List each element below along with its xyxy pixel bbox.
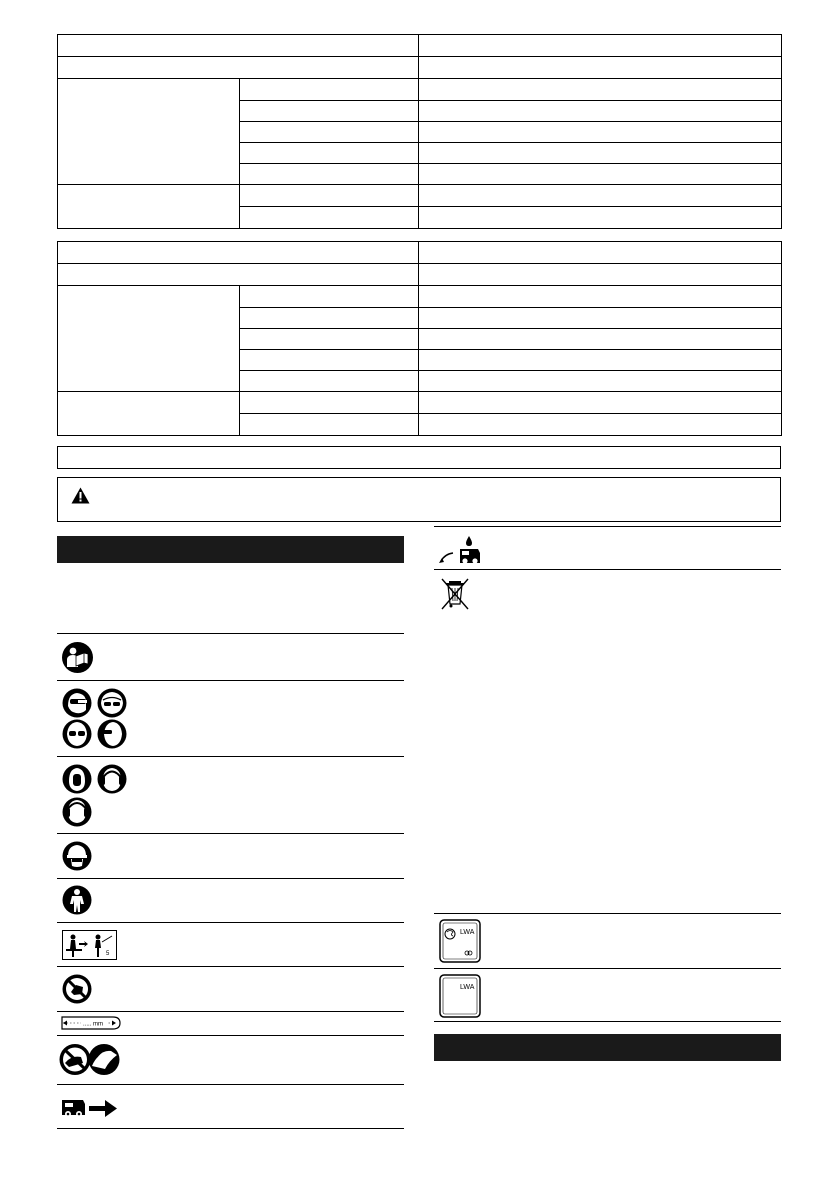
- symbol-divider: [57, 680, 404, 681]
- spec-cell: [240, 79, 419, 101]
- symbol-divider: [57, 1011, 404, 1012]
- spec-cell: [419, 308, 782, 329]
- eye-protection-icons: [62, 688, 130, 750]
- kickback-warning-icon: [59, 1043, 121, 1076]
- spec-cell: [240, 286, 419, 308]
- notice-box: [57, 446, 781, 469]
- crossed-out-bin-icon: [440, 576, 470, 612]
- spec-cell: [58, 242, 419, 264]
- spec-cell: [240, 207, 419, 229]
- guide-bar-length-label: ..... mm: [83, 1021, 103, 1028]
- symbol-divider: [57, 1084, 404, 1085]
- spec-cell: [240, 308, 419, 329]
- spec-cell: [419, 35, 782, 57]
- spec-cell: [419, 185, 782, 207]
- spec-cell: [419, 286, 782, 308]
- spec-group-cell: [58, 79, 240, 185]
- symbol-divider: [57, 833, 404, 834]
- safety-section-bar: [434, 1034, 781, 1061]
- chain-oil-icon: [438, 534, 482, 564]
- no-one-hand-icon: [62, 974, 92, 1004]
- spec-cell: [419, 392, 782, 414]
- spec-cell: [240, 143, 419, 164]
- spec-cell: [419, 414, 782, 436]
- spec-cell: [58, 57, 419, 79]
- symbol-divider: [57, 1128, 404, 1129]
- spec-cell: [240, 392, 419, 414]
- two-hand-operation-icon: [62, 930, 117, 960]
- spec-cell: [240, 185, 419, 207]
- spec-cell: [419, 164, 782, 185]
- spec-cell: [58, 35, 419, 57]
- spec-cell: [58, 264, 419, 286]
- read-manual-icon: [62, 642, 93, 673]
- symbol-divider: [434, 569, 781, 570]
- symbol-divider: [57, 633, 404, 634]
- spec-cell: [419, 101, 782, 122]
- spec-cell: [419, 242, 782, 264]
- warning-box: [57, 477, 781, 522]
- spec-table-1: [57, 34, 782, 229]
- spec-group-cell: [58, 185, 240, 229]
- symbol-divider: [57, 1035, 404, 1036]
- svg-text:5: 5: [106, 951, 110, 957]
- symbol-divider: [57, 878, 404, 879]
- warning-triangle-icon: [71, 487, 90, 509]
- symbol-divider: [57, 756, 404, 757]
- sound-power-label-2: LWA: [460, 984, 475, 991]
- spec-cell: [240, 329, 419, 350]
- spec-cell: [240, 122, 419, 143]
- spec-cell: [240, 414, 419, 436]
- chain-direction-icon: [61, 1097, 118, 1119]
- protective-clothing-icon: [62, 885, 92, 915]
- symbol-divider: [434, 526, 781, 527]
- spec-table-2: [57, 241, 782, 436]
- spec-cell: [419, 79, 782, 101]
- spec-cell: [240, 371, 419, 392]
- spec-cell: [240, 164, 419, 185]
- symbol-divider: [434, 968, 781, 969]
- guide-bar-length-icon: [59, 1016, 122, 1030]
- sound-power-level-icon-1: [439, 919, 481, 963]
- spec-cell: [419, 371, 782, 392]
- symbol-divider: [57, 922, 404, 923]
- sound-power-label-1: LWA: [460, 929, 475, 936]
- spec-cell: [419, 143, 782, 164]
- symbol-divider: [434, 1021, 781, 1022]
- spec-cell: [419, 329, 782, 350]
- spec-cell: [419, 207, 782, 229]
- spec-group-cell: [58, 286, 240, 392]
- spec-cell: [419, 57, 782, 79]
- sound-power-level-icon-2: [439, 974, 481, 1018]
- spec-cell: [240, 350, 419, 371]
- symbol-divider: [57, 966, 404, 967]
- spec-cell: [240, 101, 419, 122]
- helmet-icon: [62, 841, 92, 871]
- symbol-divider: [434, 913, 781, 914]
- symbols-section-bar: [57, 536, 404, 563]
- spec-cell: [419, 122, 782, 143]
- spec-cell: [419, 350, 782, 371]
- ear-protection-icons: [62, 764, 130, 828]
- spec-group-cell: [58, 392, 240, 436]
- spec-cell: [419, 264, 782, 286]
